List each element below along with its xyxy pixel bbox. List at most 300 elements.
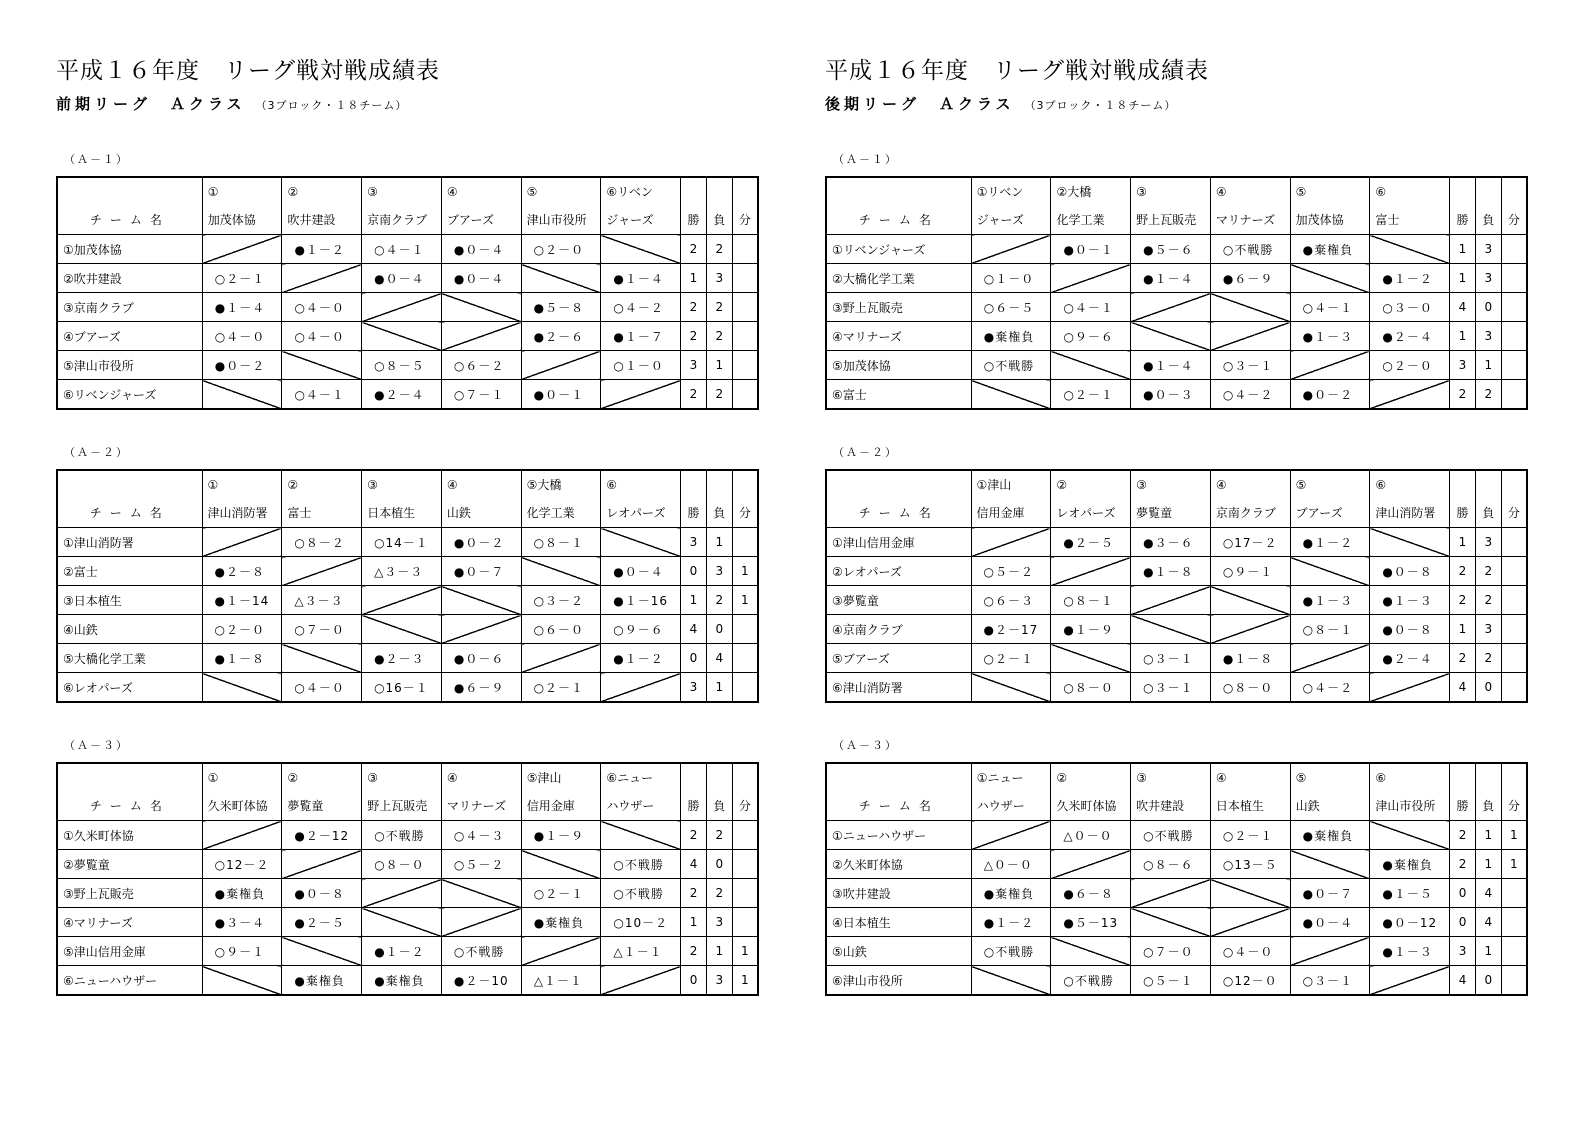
opponent-number: ⑥ bbox=[1375, 771, 1387, 785]
table-row bbox=[826, 908, 1527, 937]
match-result bbox=[1370, 966, 1450, 996]
results-table bbox=[56, 469, 759, 703]
wins-count: 2 bbox=[1450, 821, 1476, 850]
opponent-number: ③ bbox=[367, 771, 378, 785]
draws-count bbox=[1501, 615, 1527, 644]
match-result: ●０－６ bbox=[441, 644, 521, 673]
table-row bbox=[826, 821, 1527, 850]
table-row bbox=[57, 351, 758, 380]
match-result bbox=[282, 937, 362, 966]
losses-count: 1 bbox=[1475, 937, 1501, 966]
wins-count: 2 bbox=[1450, 850, 1476, 879]
opponent-number: ① bbox=[207, 478, 219, 492]
table-row bbox=[57, 380, 758, 410]
losses-count: 1 bbox=[1475, 821, 1501, 850]
draws-count bbox=[732, 322, 758, 351]
match-result: ○９－１ bbox=[202, 937, 282, 966]
draws-count: 1 bbox=[732, 586, 758, 615]
match-result: ○８－１ bbox=[521, 528, 601, 557]
match-result bbox=[1210, 879, 1290, 908]
team-name: ③夢覧童 bbox=[826, 586, 971, 615]
match-result bbox=[971, 528, 1051, 557]
match-result bbox=[521, 264, 601, 293]
draws-count bbox=[1501, 293, 1527, 322]
match-result: ○10－２ bbox=[601, 908, 681, 937]
opponent-number: ③ bbox=[1136, 478, 1147, 492]
match-result: △１－１ bbox=[521, 966, 601, 996]
stat-header-label: 分 bbox=[1507, 506, 1520, 520]
match-result: ●３－４ bbox=[202, 908, 282, 937]
block-label: （Ａ－３） bbox=[64, 739, 129, 752]
table-row bbox=[57, 673, 758, 703]
opponent-header bbox=[601, 177, 681, 235]
opponent-number: ② bbox=[287, 478, 299, 492]
block-label: （Ａ－３） bbox=[833, 739, 898, 752]
match-result: ●１－16 bbox=[601, 586, 681, 615]
match-result: ●６－９ bbox=[441, 673, 521, 703]
match-result: ○12－０ bbox=[1210, 966, 1290, 996]
wins-count: 2 bbox=[681, 293, 707, 322]
opponent-number: ① bbox=[207, 185, 219, 199]
draws-count bbox=[1501, 879, 1527, 908]
opponent-header bbox=[1210, 763, 1290, 821]
header-row bbox=[57, 470, 758, 528]
match-result: ●１－９ bbox=[1051, 615, 1131, 644]
opponent-header bbox=[282, 177, 362, 235]
opponent-name: 信用金庫 bbox=[526, 799, 575, 813]
match-result: ○12－２ bbox=[202, 850, 282, 879]
match-result: △０－０ bbox=[1051, 821, 1131, 850]
opponent-header bbox=[441, 763, 521, 821]
table-row bbox=[57, 850, 758, 879]
losses-count: 0 bbox=[706, 615, 732, 644]
wins-count: 4 bbox=[681, 615, 707, 644]
losses-count: 0 bbox=[1475, 673, 1501, 703]
table-row bbox=[57, 908, 758, 937]
wins-count: 2 bbox=[1450, 557, 1476, 586]
match-result bbox=[601, 528, 681, 557]
league-class: 後期リーグ Ａクラス bbox=[825, 95, 1015, 113]
opponent-number: ③ bbox=[1136, 185, 1147, 199]
match-result: ○２－０ bbox=[202, 615, 282, 644]
match-result: ○９－６ bbox=[601, 615, 681, 644]
losses-count: 0 bbox=[1475, 293, 1501, 322]
opponent-name: 津山消防署 bbox=[1375, 506, 1436, 520]
match-result: ○不戦勝 bbox=[601, 879, 681, 908]
match-result bbox=[971, 821, 1051, 850]
match-result: ○３－１ bbox=[1210, 351, 1290, 380]
table-row bbox=[826, 557, 1527, 586]
match-result: ●棄権負 bbox=[1370, 850, 1450, 879]
match-result: ●２－５ bbox=[1051, 528, 1131, 557]
losses-header bbox=[1475, 763, 1501, 821]
match-result: ○６－０ bbox=[521, 615, 601, 644]
match-result bbox=[1290, 557, 1370, 586]
match-result: ●３－６ bbox=[1131, 528, 1211, 557]
match-result: △０－０ bbox=[971, 850, 1051, 879]
team-name: ⑤津山信用金庫 bbox=[57, 937, 202, 966]
team-name-header bbox=[57, 763, 202, 821]
opponent-header bbox=[1210, 177, 1290, 235]
opponent-name: 京南クラブ bbox=[367, 213, 428, 227]
match-result: ○４－０ bbox=[1210, 937, 1290, 966]
opponent-header bbox=[971, 470, 1051, 528]
match-result: ○13－５ bbox=[1210, 850, 1290, 879]
match-result bbox=[1210, 615, 1290, 644]
stat-header-label: 勝 bbox=[1456, 213, 1469, 227]
opponent-name: 化学工業 bbox=[526, 506, 575, 520]
match-result bbox=[1131, 908, 1211, 937]
opponent-name: 吹井建設 bbox=[1136, 799, 1185, 813]
match-result: ●１－３ bbox=[1370, 586, 1450, 615]
match-result bbox=[362, 586, 442, 615]
opponent-name: 京南クラブ bbox=[1215, 506, 1276, 520]
opponent-header bbox=[1131, 470, 1211, 528]
match-result: ●５－８ bbox=[521, 293, 601, 322]
match-result: ●１－２ bbox=[971, 908, 1051, 937]
opponent-name: 日本植生 bbox=[367, 506, 416, 520]
team-name: ①津山信用金庫 bbox=[826, 528, 971, 557]
losses-count: 4 bbox=[1475, 879, 1501, 908]
page-title: 平成１６年度 リーグ戦対戦成績表 bbox=[56, 58, 440, 84]
table-row bbox=[826, 879, 1527, 908]
match-result: ●１－５ bbox=[1370, 879, 1450, 908]
match-result bbox=[601, 673, 681, 703]
match-result bbox=[202, 966, 282, 996]
match-result: ●６－８ bbox=[1051, 879, 1131, 908]
opponent-header bbox=[362, 177, 442, 235]
wins-count: 3 bbox=[681, 528, 707, 557]
opponent-name: 加茂体協 bbox=[1295, 213, 1344, 227]
draws-header bbox=[1501, 763, 1527, 821]
draws-count: 1 bbox=[1501, 821, 1527, 850]
draws-count bbox=[732, 908, 758, 937]
wins-count: 1 bbox=[1450, 615, 1476, 644]
match-result: ○８－２ bbox=[282, 528, 362, 557]
wins-header bbox=[1450, 763, 1476, 821]
match-result: ○２－１ bbox=[202, 264, 282, 293]
match-result: ○４－０ bbox=[282, 673, 362, 703]
table-row bbox=[57, 937, 758, 966]
match-result: ○４－１ bbox=[282, 380, 362, 410]
match-result bbox=[362, 879, 442, 908]
wins-header bbox=[681, 177, 707, 235]
table-row bbox=[826, 322, 1527, 351]
match-result: ○２－１ bbox=[521, 879, 601, 908]
opponent-header bbox=[282, 470, 362, 528]
team-name: ④ブアーズ bbox=[57, 322, 202, 351]
match-result: ○５－２ bbox=[971, 557, 1051, 586]
match-result bbox=[1131, 293, 1211, 322]
team-name: ⑤ブアーズ bbox=[826, 644, 971, 673]
match-result: ●０－12 bbox=[1370, 908, 1450, 937]
losses-count: 2 bbox=[1475, 644, 1501, 673]
match-result: ○２－０ bbox=[521, 235, 601, 264]
opponent-name: 加茂体協 bbox=[207, 213, 256, 227]
wins-count: 0 bbox=[681, 557, 707, 586]
match-result: △３－３ bbox=[362, 557, 442, 586]
match-result: ○４－０ bbox=[202, 322, 282, 351]
match-result: ○４－０ bbox=[282, 293, 362, 322]
opponent-number: ⑥ bbox=[606, 478, 618, 492]
losses-count: 4 bbox=[706, 644, 732, 673]
team-name: ②吹井建設 bbox=[57, 264, 202, 293]
league-note: （3ブロック・１８チーム） bbox=[255, 99, 408, 112]
match-result: ○４－２ bbox=[1290, 673, 1370, 703]
team-name: ⑤加茂体協 bbox=[826, 351, 971, 380]
wins-count: 1 bbox=[681, 264, 707, 293]
match-result: ●０－４ bbox=[1290, 908, 1370, 937]
opponent-number: ③ bbox=[367, 185, 378, 199]
match-result: ●２－４ bbox=[362, 380, 442, 410]
match-result bbox=[1370, 821, 1450, 850]
match-result: ○２－０ bbox=[1370, 351, 1450, 380]
losses-count: 1 bbox=[1475, 351, 1501, 380]
draws-header bbox=[1501, 177, 1527, 235]
opponent-number: ⑤ bbox=[1295, 478, 1307, 492]
match-result: ○６－５ bbox=[971, 293, 1051, 322]
match-result: ○８－０ bbox=[1210, 673, 1290, 703]
draws-count bbox=[1501, 966, 1527, 996]
match-result bbox=[1290, 351, 1370, 380]
opponent-number: ③ bbox=[1136, 771, 1147, 785]
losses-count: 3 bbox=[706, 264, 732, 293]
match-result bbox=[202, 673, 282, 703]
team-name: ①津山消防署 bbox=[57, 528, 202, 557]
team-name: ⑥富士 bbox=[826, 380, 971, 410]
opponent-number: ④ bbox=[446, 771, 458, 785]
opponent-number: ③ bbox=[367, 478, 378, 492]
match-result: ○６－３ bbox=[971, 586, 1051, 615]
opponent-header bbox=[1210, 470, 1290, 528]
draws-count bbox=[732, 235, 758, 264]
draws-count bbox=[1501, 235, 1527, 264]
match-result: ○７－０ bbox=[1131, 937, 1211, 966]
results-table bbox=[56, 762, 759, 996]
table-row bbox=[826, 528, 1527, 557]
block-2 bbox=[56, 446, 759, 703]
match-result: ○８－５ bbox=[362, 351, 442, 380]
losses-count: 1 bbox=[706, 937, 732, 966]
opponent-name: 化学工業 bbox=[1056, 213, 1105, 227]
stat-header-label: 勝 bbox=[1456, 799, 1469, 813]
match-result bbox=[1051, 264, 1131, 293]
opponent-number: ④ bbox=[1215, 771, 1227, 785]
opponent-header bbox=[1290, 763, 1370, 821]
team-name: ③野上瓦販売 bbox=[826, 293, 971, 322]
block-label: （Ａ－１） bbox=[64, 153, 129, 166]
opponent-header bbox=[1290, 470, 1370, 528]
match-result bbox=[521, 557, 601, 586]
table-row bbox=[57, 644, 758, 673]
match-result bbox=[521, 850, 601, 879]
match-result: ●１－４ bbox=[1131, 264, 1211, 293]
match-result: ●０－４ bbox=[601, 557, 681, 586]
draws-count bbox=[1501, 644, 1527, 673]
table-row bbox=[826, 264, 1527, 293]
match-result bbox=[1051, 644, 1131, 673]
match-result: ●０－１ bbox=[1051, 235, 1131, 264]
losses-count: 2 bbox=[706, 380, 732, 410]
opponent-header bbox=[971, 763, 1051, 821]
table-row bbox=[57, 235, 758, 264]
league-note: （3ブロック・１８チーム） bbox=[1024, 99, 1177, 112]
match-result bbox=[282, 557, 362, 586]
match-result bbox=[1370, 673, 1450, 703]
table-row bbox=[57, 879, 758, 908]
wins-count: 4 bbox=[681, 850, 707, 879]
match-result: ○２－１ bbox=[971, 644, 1051, 673]
match-result: ○７－０ bbox=[282, 615, 362, 644]
opponent-name: マリナーズ bbox=[1215, 213, 1276, 227]
wins-count: 1 bbox=[1450, 235, 1476, 264]
match-result bbox=[1290, 850, 1370, 879]
table-row bbox=[826, 966, 1527, 996]
table-row bbox=[826, 380, 1527, 410]
draws-count bbox=[1501, 264, 1527, 293]
match-result bbox=[202, 821, 282, 850]
match-result: ○16－１ bbox=[362, 673, 442, 703]
match-result: ●棄権負 bbox=[202, 879, 282, 908]
match-result: ●１－４ bbox=[202, 293, 282, 322]
team-name-header bbox=[826, 177, 971, 235]
opponent-name: 夢覧童 bbox=[287, 799, 324, 813]
losses-count: 2 bbox=[706, 879, 732, 908]
wins-count: 0 bbox=[1450, 879, 1476, 908]
team-name-header-label: チーム名 bbox=[858, 799, 939, 813]
table-row bbox=[826, 235, 1527, 264]
match-result bbox=[1370, 380, 1450, 410]
losses-header bbox=[706, 177, 732, 235]
opponent-header bbox=[1051, 763, 1131, 821]
team-name: ④山鉄 bbox=[57, 615, 202, 644]
stat-header-label: 分 bbox=[738, 506, 751, 520]
match-result: ●１－８ bbox=[1210, 644, 1290, 673]
losses-header bbox=[706, 763, 732, 821]
match-result: ●０－７ bbox=[441, 557, 521, 586]
match-result: ○４－２ bbox=[601, 293, 681, 322]
opponent-header bbox=[202, 763, 282, 821]
table-row bbox=[826, 850, 1527, 879]
opponent-name: 津山市役所 bbox=[526, 213, 587, 227]
losses-count: 2 bbox=[1475, 380, 1501, 410]
team-name-header-label: チーム名 bbox=[858, 506, 939, 520]
opponent-number: ② bbox=[287, 771, 299, 785]
match-result: ●棄権負 bbox=[1290, 235, 1370, 264]
wins-count: 2 bbox=[681, 821, 707, 850]
match-result: ●２－12 bbox=[282, 821, 362, 850]
wins-count: 2 bbox=[1450, 380, 1476, 410]
draws-count bbox=[732, 264, 758, 293]
match-result: ○４－３ bbox=[441, 821, 521, 850]
team-name-header bbox=[57, 470, 202, 528]
opponent-header bbox=[1370, 177, 1450, 235]
match-result bbox=[441, 293, 521, 322]
team-name: ①久米町体協 bbox=[57, 821, 202, 850]
match-result bbox=[441, 615, 521, 644]
match-result: ●０－８ bbox=[1370, 557, 1450, 586]
match-result bbox=[521, 644, 601, 673]
team-name: ⑤津山市役所 bbox=[57, 351, 202, 380]
match-result bbox=[1051, 351, 1131, 380]
wins-count: 2 bbox=[681, 380, 707, 410]
wins-count: 2 bbox=[1450, 644, 1476, 673]
losses-count: 1 bbox=[706, 673, 732, 703]
opponent-name: 富士 bbox=[1375, 213, 1400, 227]
team-name: ④日本植生 bbox=[826, 908, 971, 937]
match-result bbox=[362, 293, 442, 322]
wins-count: 1 bbox=[681, 586, 707, 615]
draws-count bbox=[1501, 557, 1527, 586]
match-result: ●２－17 bbox=[971, 615, 1051, 644]
team-name: ②久米町体協 bbox=[826, 850, 971, 879]
wins-count: 0 bbox=[681, 644, 707, 673]
header-row bbox=[826, 177, 1527, 235]
opponent-number: ④ bbox=[1215, 478, 1227, 492]
match-result bbox=[1290, 264, 1370, 293]
opponent-header bbox=[521, 470, 601, 528]
team-name: ④京南クラブ bbox=[826, 615, 971, 644]
draws-count bbox=[732, 528, 758, 557]
match-result: ○８－０ bbox=[1051, 673, 1131, 703]
opponent-number: ⑥リベン bbox=[606, 185, 653, 199]
opponent-number: ②大橋 bbox=[1056, 185, 1092, 199]
match-result bbox=[1051, 937, 1131, 966]
team-name: ①ニューハウザー bbox=[826, 821, 971, 850]
opponent-header bbox=[521, 763, 601, 821]
opponent-number: ② bbox=[1056, 771, 1068, 785]
match-result bbox=[1131, 586, 1211, 615]
draws-count bbox=[1501, 351, 1527, 380]
match-result bbox=[1051, 850, 1131, 879]
match-result bbox=[1131, 879, 1211, 908]
opponent-number: ①リベン bbox=[976, 185, 1024, 199]
team-name: ②大橋化学工業 bbox=[826, 264, 971, 293]
match-result: ○不戦勝 bbox=[1131, 821, 1211, 850]
match-result: ●２－４ bbox=[1370, 644, 1450, 673]
wins-count: 1 bbox=[1450, 264, 1476, 293]
match-result: ●０－８ bbox=[1370, 615, 1450, 644]
match-result: ●棄権負 bbox=[282, 966, 362, 996]
draws-header bbox=[732, 763, 758, 821]
losses-count: 2 bbox=[1475, 586, 1501, 615]
opponent-number: ② bbox=[1056, 478, 1068, 492]
losses-count: 3 bbox=[706, 966, 732, 996]
wins-count: 3 bbox=[681, 351, 707, 380]
match-result: ●１－３ bbox=[1290, 586, 1370, 615]
wins-count: 1 bbox=[681, 908, 707, 937]
wins-header bbox=[681, 470, 707, 528]
losses-count: 2 bbox=[1475, 557, 1501, 586]
match-result: ○不戦勝 bbox=[971, 351, 1051, 380]
opponent-header bbox=[1131, 177, 1211, 235]
results-table bbox=[825, 469, 1528, 703]
opponent-header bbox=[441, 470, 521, 528]
stat-header-label: 分 bbox=[738, 799, 751, 813]
block-3 bbox=[825, 739, 1528, 996]
match-result: ○３－１ bbox=[1131, 673, 1211, 703]
match-result: ●棄権負 bbox=[971, 879, 1051, 908]
wins-count: 3 bbox=[1450, 351, 1476, 380]
draws-count: 1 bbox=[732, 966, 758, 996]
block-1 bbox=[825, 153, 1528, 410]
match-result: ●２－６ bbox=[521, 322, 601, 351]
match-result: ●０－２ bbox=[202, 351, 282, 380]
match-result bbox=[521, 937, 601, 966]
block-3 bbox=[56, 739, 759, 996]
team-name: ③日本植生 bbox=[57, 586, 202, 615]
losses-count: 3 bbox=[1475, 528, 1501, 557]
